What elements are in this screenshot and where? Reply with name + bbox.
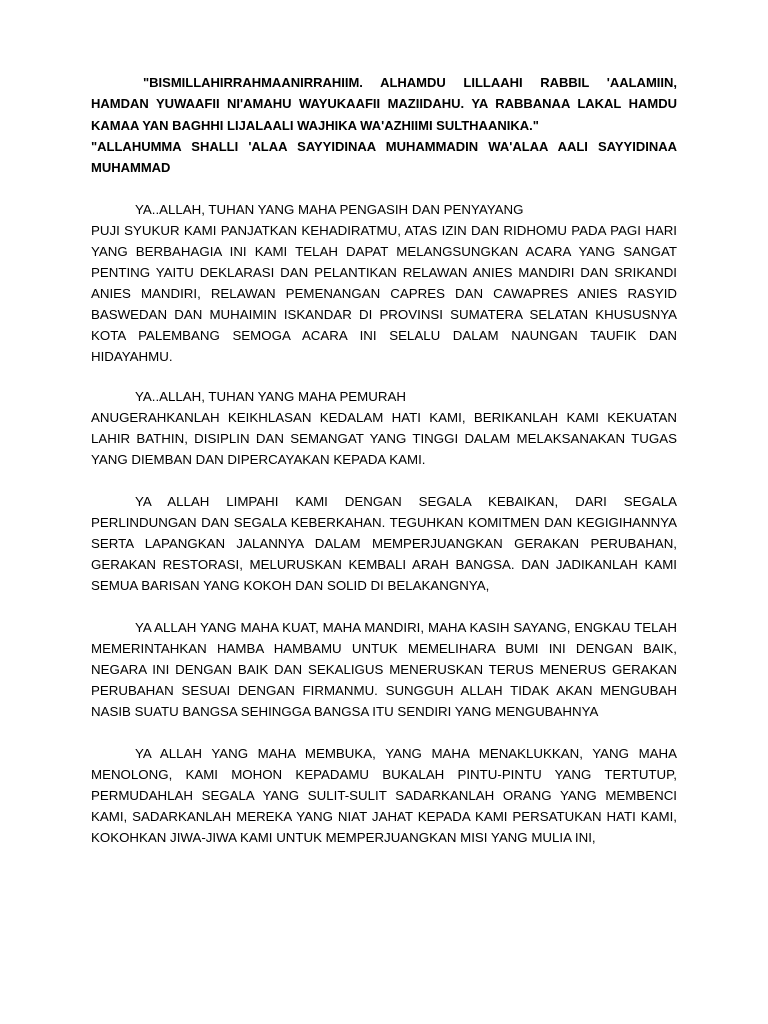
paragraph-5 bbox=[91, 743, 677, 848]
paragraph-1-body: PUJI SYUKUR KAMI PANJATKAN KEHADIRATMU, ATAS IZIN DAN RIDHOMU PADA PAGI HARI YANG BERBAHAGIA INI KAMI TELAH DAPAT MELANGSUNGKAN ACARA YANG SANGAT PENTING YAITU DEKLARASI DAN PELANTIKAN RELAWAN ANIES MANDIRI DAN SRIKANDI ANIES MANDIRI, RELAWAN PEMENANGAN CAPRES DAN CAWAPRES ANIES RASYID BASWEDAN DAN MUHAIMIN ISKANDAR DI PROVINSI SUMATERA SELATAN KHUSUSNYA KOTA PALEMBANG SEMOGA ACARA INI SELALU DALAM NAUNGAN TAUFIK DAN HIDAYAHMU. bbox=[91, 223, 677, 365]
document-body bbox=[91, 72, 677, 868]
paragraph-3 bbox=[91, 491, 677, 596]
paragraph-2 bbox=[91, 386, 677, 470]
paragraph-1 bbox=[91, 199, 677, 367]
paragraph-5-body: YA ALLAH YANG MAHA MEMBUKA, YANG MAHA MENAKLUKKAN, YANG MAHA MENOLONG, KAMI MOHON KEPADAMU BUKALAH PINTU-PINTU YANG TERTUTUP, PERMUDAHLAH SEGALA YANG SULIT-SULIT SADARKANLAH ORANG YANG MEMBENCI KAMI, SADARKANLAH MEREKA YANG NIAT JAHAT KEPADA KAMI PERSATUKAN HATI KAMI, KOKOHKAN JIWA-JIWA KAMI UNTUK MEMPERJUANGKAN MISI YANG MULIA INI, bbox=[91, 746, 677, 846]
paragraph-4-body: YA ALLAH YANG MAHA KUAT, MAHA MANDIRI, MAHA KASIH SAYANG, ENGKAU TELAH MEMERINTAHKAN HAMBA HAMBAMU UNTUK MEMELIHARA BUMI INI DENGAN BAIK, NEGARA INI DENGAN BAIK DAN SEKALIGUS MENERUSKAN TERUS MENERUS GERAKAN PERUBAHAN SESUAI DENGAN FIRMANMU. SUNGGUH ALLAH TIDAK AKAN MENGUBAH NASIB SUATU BANGSA SEHINGGA BANGSA ITU SENDIRI YANG MENGUBAHNYA bbox=[91, 620, 677, 720]
opening-prayer bbox=[91, 72, 677, 178]
opening-shalawat: "ALLAHUMMA SHALLI 'ALAA SAYYIDINAA MUHAMMADIN WA'ALAA AALI SAYYIDINAA MUHAMMAD bbox=[91, 138, 677, 176]
paragraph-3-body: YA ALLAH LIMPAHI KAMI DENGAN SEGALA KEBAIKAN, DARI SEGALA PERLINDUNGAN DAN SEGALA KEBERKAHAN. TEGUHKAN KOMITMEN DAN KEGIGIHANNYA SERTA LAPANGKAN JALANNYA DALAM MEMPERJUANGKAN GERAKAN PERUBAHAN, GERAKAN RESTORASI, MELURUSKAN KEMBALI ARAH BANGSA. DAN JADIKANLAH KAMI SEMUA BARISAN YANG KOKOH DAN SOLID DI BELAKANGNYA, bbox=[91, 494, 677, 594]
paragraph-4 bbox=[91, 617, 677, 722]
paragraph-2-heading: YA..ALLAH, TUHAN YANG MAHA PEMURAH bbox=[135, 389, 406, 405]
paragraph-2-body: ANUGERAHKANLAH KEIKHLASAN KEDALAM HATI KAMI, BERIKANLAH KAMI KEKUATAN LAHIR BATHIN, DISIPLIN DAN SEMANGAT YANG TINGGI DALAM MELAKSANAKAN TUGAS YANG DIEMBAN DAN DIPERCAYAKAN KEPADA KAMI. bbox=[91, 410, 677, 468]
paragraph-1-heading: YA..ALLAH, TUHAN YANG MAHA PENGASIH DAN PENYAYANG bbox=[135, 202, 524, 218]
opening-basmala: "BISMILLAHIRRAHMAANIRRAHIIM. ALHAMDU LILLAAHI RABBIL 'AALAMIIN, HAMDAN YUWAAFII NI'AMAHU WAYUKAAFII MAZIIDAHU. YA RABBANAA LAKAL HAMDU KAMAA YAN BAGHHI LIJALAALI WAJHIKA WA'AZHIIMI SULTHAANIKA." bbox=[91, 75, 677, 133]
